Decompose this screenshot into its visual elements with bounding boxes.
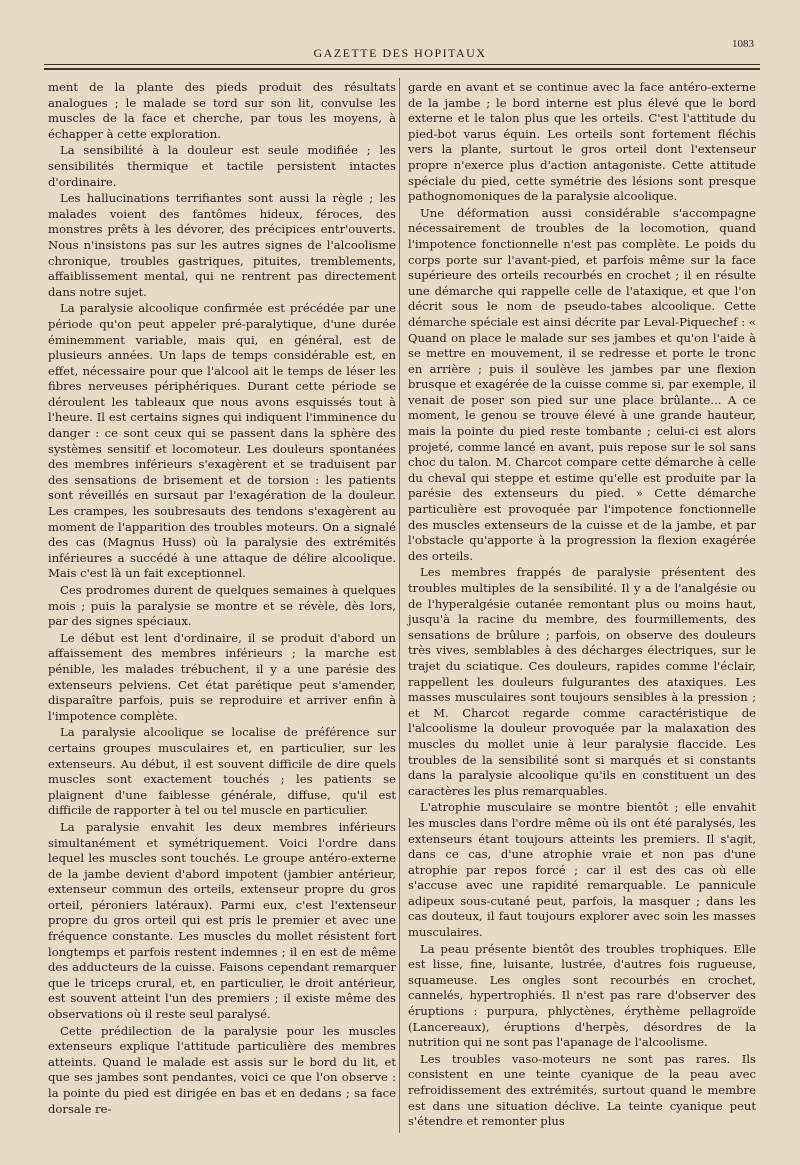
paragraph: La peau présente bientôt des troubles trophiques. Elle est lisse, fine, luisante, lustrée, d'autres fois rugueuse, squameuse. Les ongles sont recourbés en crochet, cannelés, hypertrophiés. Il n'est pas rare d'observer des éruptions : purpura, phlyctènes, érythème pellagroïde (Lancereaux), éruptions d'herpès, désordres de la nutrition qui ne sont pas l'apanage de l'alcoolisme.: [408, 941, 756, 1050]
paragraph: ment de la plante des pieds produit des résultats analogues ; le malade se tord sur son lit, convulse les muscles de la face et cherche, par tous les moyens, à échapper à cette exploration.: [48, 80, 396, 141]
paragraph: La paralysie envahit les deux membres inférieurs simultanément et symétriquement. Voici l'ordre dans lequel les muscles sont touchés. Le groupe antéro-externe de la jambe devient d'abord impotent (jambier antérieur, extenseur commun des orteils, extenseur propre du gros orteil, péroniers latéraux). Parmi eux, c'est l'extenseur propre du gros orteil qui est pris le premier et avec une fréquence constante. Les muscles du mollet résistent fort longtemps et parfois restent indemnes ; il en est de même des adducteurs de la cuisse. Faisons cependant remarquer que le triceps crural, et, en particulier, le droit antérieur, est souvent atteint l'un des premiers ; il existe même des observations où il reste seul paralysé.: [48, 819, 396, 1022]
paragraph: Les membres frappés de paralysie présentent des troubles multiples de la sensibilité. Il y a de l'analgésie ou de l'hyperalgésie cutanée remontant plus ou moins haut, jusqu'à la racine du membre, des fourmillements, des sensations de brûlure ; parfois, on observe des douleurs très vives, semblables à des décharges électriques, sur le trajet du sciatique. Ces douleurs, rapides comme l'éclair, rappellent les douleurs fulgurantes des ataxiques. Les masses musculaires sont toujours sensibles à la pression ; et M. Charcot regarde comme caractéristique de l'alcoolisme la douleur provoquée par la malaxation des muscles du mollet unie à leur paralysie flaccide. Les troubles de la sensibilité sont si marqués et si constants dans la paralysie alcoolique qu'ils en constituent un des caractères les plus remarquables.: [408, 565, 756, 798]
paragraph: La paralysie alcoolique se localise de préférence sur certains groupes musculaires et, en particulier, sur les extenseurs. Au début, il est souvent difficile de dire quels muscles sont exactement touchés ; les patients se plaignent d'une faiblesse générale, diffuse, qu'il est difficile de rapporter à tel ou tel muscle en particulier.: [48, 725, 396, 818]
paragraph: La paralysie alcoolique confirmée est précédée par une période qu'on peut appeler pré-paralytique, d'une durée éminemment variable, mais qui, en général, est de plusieurs années. Un laps de temps considérable est, en effet, nécessaire pour que l'alcool ait le temps de léser les fibres nerveuses périphériques. Durant cette période se déroulent les tableaux que nous avons esquissés tout à l'heure. Il est certains signes qui indiquent l'imminence du danger : ce sont ceux qui se passent dans la sphère des systèmes sensitif et locomoteur. Les douleurs spontanées des membres inférieurs s'exagèrent et se traduisent par des sensations de brisement et de torsion : les patients sont réveillés en sursaut par l'exagération de la douleur. Les crampes, les soubresauts des tendons s'exagèrent au moment de l'apparition des troubles moteurs. On a signalé des cas (Magnus Huss) où la paralysie des extrémités inférieures a succédé à une attaque de délire alcoolique. Mais c'est là un fait exceptionnel.: [48, 301, 396, 581]
paragraph: L'atrophie musculaire se montre bientôt ; elle envahit les muscles dans l'ordre même où ils ont été paralysés, les extenseurs étant toujours atteints les premiers. Il s'agit, dans ce cas, d'une atrophie vraie et non pas d'une atrophie par repos forcé ; car il est des cas où elle s'accuse avec une rapidité remarquable. Le pannicule adipeux sous-cutané peut, parfois, la masquer ; dans les cas douteux, il faut toujours explorer avec soin les masses musculaires.: [408, 800, 756, 940]
column-divider: [399, 78, 400, 1133]
paragraph: La sensibilité à la douleur est seule modifiée ; les sensibilités thermique et tactile persistent intactes d'ordinaire.: [48, 143, 396, 189]
running-title: GAZETTE DES HOPITAUX: [313, 46, 487, 60]
paragraph: Les troubles vaso-moteurs ne sont pas rares. Ils consistent en une teinte cyanique de la peau avec refroidissement des extrémités, surtout quand le membre est dans une situation déclive. La teinte cyanique peut s'étendre et remonter plus: [408, 1051, 756, 1129]
header-rule-thick: [44, 68, 760, 70]
page-number: 1083: [732, 38, 754, 50]
paragraph: Cette prédilection de la paralysie pour les muscles extenseurs explique l'attitude particulière des membres atteints. Quand le malade est assis sur le bord du lit, et que ses jambes sont pendantes, voici ce que l'on observe : la pointe du pied est dirigée en bas et en dedans ; sa face dorsale re-: [48, 1023, 396, 1116]
right-column: [408, 80, 756, 1131]
paragraph: Le début est lent d'ordinaire, il se produit d'abord un affaissement des membres inférieurs ; la marche est pénible, les malades trébuchent, il y a une parésie des extenseurs pelviens. Cet état parétique peut s'amender, disparaître parfois, puis se reproduire et arriver enfin à l'impotence complète.: [48, 630, 396, 723]
paragraph: Une déformation aussi considérable s'accompagne nécessairement de troubles de la locomotion, quand l'impotence fonctionnelle n'est pas complète. Le poids du corps porte sur l'avant-pied, et parfois même sur la face supérieure des orteils recourbés en crochet ; il en résulte une démarche qui rappelle celle de l'ataxique, et que l'on décrit sous le nom de pseudo-tabes alcoolique. Cette démarche spéciale est ainsi décrite par Leval-Piquechef : « Quand on place le malade sur ses jambes et qu'on l'aide à se mettre en mouvement, il se redresse et porte le tronc en arrière ; puis il soulève les jambes par une flexion brusque et exagérée de la cuisse comme si, par exemple, il venait de poser son pied sur une place brûlante... A ce moment, le genou se trouve élevé à une grande hauteur, mais la pointe du pied reste tombante ; celui-ci est alors projeté, comme lancé en avant, puis repose sur le sol sans choc du talon. M. Charcot compare cette démarche à celle du cheval qui steppe et estime qu'elle est produite par la parésie des extenseurs du pied. » Cette démarche particulière est provoquée par l'impotence fonctionnelle des muscles extenseurs de la cuisse et de la jambe, et par l'obstacle qu'apporte à la progression la flexion exagérée des orteils.: [408, 205, 756, 563]
paragraph: garde en avant et se continue avec la face antéro-externe de la jambe ; le bord interne est plus élevé que le bord externe et le talon plus que les orteils. C'est l'attitude du pied-bot varus équin. Les orteils sont fortement fléchis vers la plante, surtout le gros orteil dont l'extenseur propre n'exerce plus d'action antagoniste. Cette attitude spéciale du pied, cette symétrie des lésions sont presque pathognomoniques de la paralysie alcoolique.: [408, 80, 756, 204]
paragraph: Les hallucinations terrifiantes sont aussi la règle ; les malades voient des fantômes hideux, féroces, des monstres prêts à les dévorer, des précipices entr'ouverts. Nous n'insistons pas sur les autres signes de l'alcoolisme chronique, troubles gastriques, pituites, tremblements, affaiblissement mental, qui ne rentrent pas directement dans notre sujet.: [48, 191, 396, 299]
left-column: [48, 80, 396, 1118]
paragraph: Ces prodromes durent de quelques semaines à quelques mois ; puis la paralysie se montre et se révèle, dès lors, par des signes spéciaux.: [48, 583, 396, 629]
header-rule: [44, 64, 760, 65]
